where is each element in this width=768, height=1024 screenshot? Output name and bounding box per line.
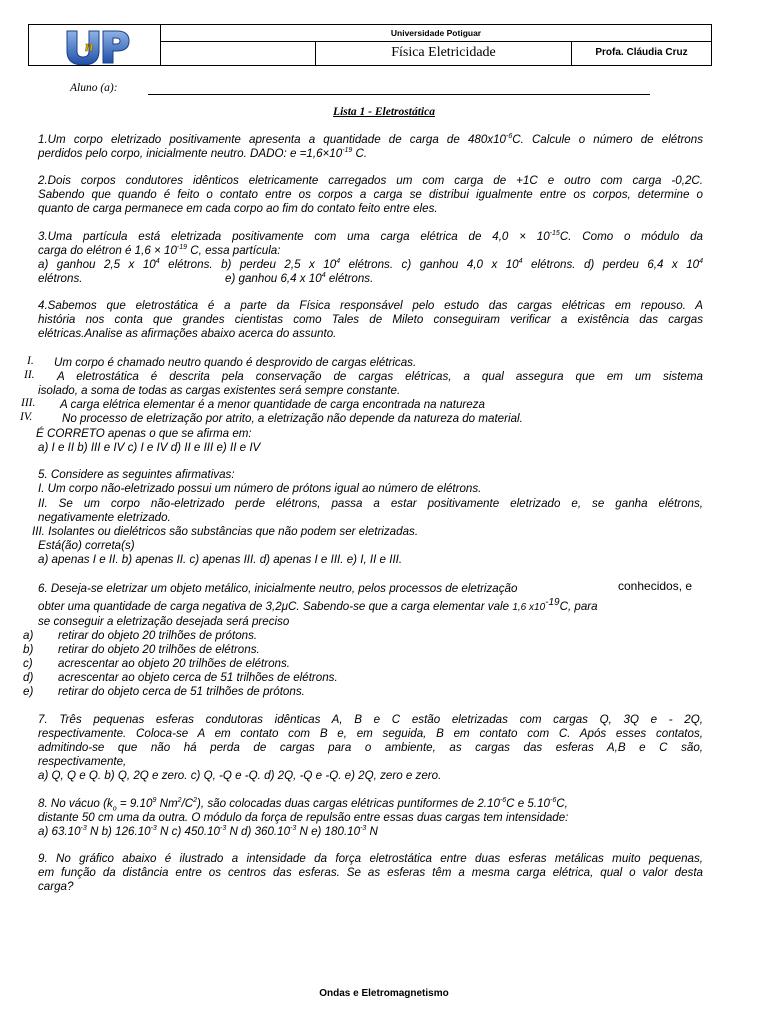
q4-item-text: A eletrostática é descrita pela conservação de cargas elétricas, a qual assegura que em um sistema: [57, 370, 703, 383]
q5-line7: a) apenas I e II. b) apenas II. c) apenas III. d) apenas I e III. e) I, II e III.: [38, 553, 403, 566]
q4-item-num: II.: [24, 369, 35, 381]
university-logo: [29, 25, 159, 65]
q9-line1: 9. No gráfico abaixo é ilustrado a intensidade da força eletrostática entre duas esferas metálicas muito pequenas,: [38, 852, 703, 865]
q7-line4: respectivamente,: [38, 755, 127, 768]
list-title: Lista 1 - Eletrostática: [333, 106, 435, 118]
q4-line2: história nos conta que grandes cientistas como Tales de Mileto conseguiram verificar a existência das cargas: [38, 313, 703, 326]
q6-option-text: retirar do objeto 20 trilhões de prótons.: [58, 629, 258, 642]
q5-line1: 5. Considere as seguintes afirmativas:: [38, 468, 235, 481]
q6-option-letter: c): [23, 657, 33, 670]
course-title: Física Eletricidade: [316, 42, 572, 65]
q6-option-letter: b): [23, 643, 34, 656]
q6-line1-end: conhecidos, e: [618, 579, 693, 593]
q6-option-text: acrescentar ao objeto 20 trilhões de elétrons.: [58, 657, 291, 670]
q5-line2: I. Um corpo não-eletrizado possui um número de prótons igual ao número de elétrons.: [38, 482, 482, 495]
q6-option-letter: e): [23, 685, 34, 698]
q7-line1: 7. Três pequenas esferas condutoras idênticas A, B e C estão eletrizadas com cargas Q, 3Q e - 2Q,: [38, 713, 703, 726]
q7-line2: respectivamente. Coloca-se A em contato com B e, em seguida, B em contato com C. Após esses contatos,: [38, 727, 703, 740]
q4-item-num: I.: [27, 355, 34, 367]
q6-option-text: retirar do objeto 20 trilhões de elétrons.: [58, 643, 260, 656]
logo-cell: [29, 25, 161, 65]
q6-option-text: acrescentar ao objeto cerca de 51 trilhões de elétrons.: [58, 671, 338, 684]
q9-line3: carga?: [38, 880, 74, 893]
page-footer: Ondas e Eletromagnetismo: [319, 988, 449, 999]
q6-line3: se conseguir a eletrização desejada será preciso: [38, 615, 290, 628]
q4-item-num: III.: [21, 397, 36, 409]
q1-line1: 1.Um corpo eletrizado positivamente apresenta a quantidade de carga de $480x10^{-6}C$. Calcule o número de elétrons: [38, 133, 704, 146]
q5-line3: II. Se um corpo não-eletrizado perde elétrons, passa a estar positivamente eletrizado e, se ganha elétrons,: [38, 497, 703, 510]
q5-line4: negativamente eletrizado.: [38, 511, 171, 524]
q3-option-e: e) ganhou 6,4 x $10^4$ elétrons.: [225, 272, 374, 285]
q4-line1: 4.Sabemos que eletrostática é a parte da Física responsável pelo estudo das cargas elétricas em repouso. A: [38, 299, 703, 312]
teacher-name: Profa. Cláudia Cruz: [595, 47, 688, 58]
q1-line2: perdidos pelo corpo, inicialmente neutro. DADO: $e =1,6\times 10^{-19}$ C.: [38, 147, 368, 160]
university-name: Universidade Potiguar: [161, 25, 711, 42]
svg-text:n: n: [85, 39, 94, 55]
q3-options-line1: a) ganhou 2,5 x $10^4$ elétrons. b) perdeu 2,5 x $10^4$ elétrons. c) ganhou 4,0 x $10^4$ elétrons. d) perdeu 6,4 x $10^4$: [38, 258, 704, 271]
q9-line2: em função da distância entre os centros das esferas. Se as esferas têm a mesma carga elétrica, qual o valor desta: [38, 866, 703, 879]
q3-options-line2: elétrons.: [38, 272, 83, 285]
q8-line1: 8. No vácuo ($k_o = 9.10^9$ $Nm^2/C^2$), são colocadas duas cargas elétricas puntiformes de $2.10^{-6}C$ e $5.10^{-6}C$,: [38, 797, 568, 813]
q7-options: a) Q, Q e Q. b) Q, 2Q e zero. c) Q, -Q e -Q. d) 2Q, -Q e -Q. e) 2Q, zero e zero.: [38, 769, 442, 782]
q4-line3: elétricas.Analise as afirmações abaixo acerca do assunto.: [38, 327, 337, 340]
q4-item-text: A carga elétrica elementar é a menor quantidade de carga encontrada na natureza: [60, 398, 485, 411]
q2-line1: 2.Dois corpos condutores idênticos eletricamente carregados um com carga de +1C e outro com carga -0,2C.: [38, 174, 703, 187]
student-name-line[interactable]: [148, 94, 650, 95]
header-empty-cell: [161, 42, 316, 65]
q4-item-text: No processo de eletrização por atrito, a eletrização não depende da natureza do material.: [62, 412, 523, 425]
q6-option-text: retirar do objeto cerca de 51 trilhões de prótons.: [58, 685, 305, 698]
q4-item-text-cont: isolado, a soma de todas as cargas existentes será sempre constante.: [38, 384, 401, 397]
q6-option-letter: d): [23, 671, 34, 684]
q4-options: a) I e II b) III e IV c) I e IV d) II e III e) II e IV: [38, 441, 261, 454]
q3-line1: 3.Uma partícula está eletrizada positivamente com uma carga elétrica de $4,0 \times 10^{-15}C$. Como o módulo da: [38, 230, 703, 243]
q3-line2: carga do elétron é $1,6 \times 10^{-19}$ C, essa partícula:: [38, 244, 281, 257]
q2-line2: Sabendo que quando é feito o contato entre os corpos a carga se distribui igualmente entre os corpos, determine o: [38, 188, 703, 201]
q5-line5: III. Isolantes ou dielétricos são substâncias que não podem ser eletrizadas.: [32, 525, 419, 538]
q6-line1: 6. Deseja-se eletrizar um objeto metálico, inicialmente neutro, pelos processos de eletrização: [38, 582, 518, 595]
q6-option-letter: a): [23, 629, 34, 642]
q6-line2: obter uma quantidade de carga negativa de 3,2μC. Sabendo-se que a carga elementar vale 1,6 $x10^{-19}C$, para: [38, 597, 598, 613]
q4-prompt: É CORRETO apenas o que se afirma em:: [36, 427, 252, 440]
header-table: [28, 24, 712, 66]
student-label: Aluno (a):: [70, 82, 118, 94]
q7-line3: admitindo-se que não há perda de cargas para o ambiente, as cargas das esferas A,B e C são,: [38, 741, 703, 754]
q8-line2: distante 50 cm uma da outra. O módulo da força de repulsão entre essas duas cargas tem intensidade:: [38, 811, 569, 824]
q2-line3: quanto de carga permanece em cada corpo ao fim do contato feito entre eles.: [38, 202, 438, 215]
q4-item-text: Um corpo é chamado neutro quando é desprovido de cargas elétricas.: [54, 356, 417, 369]
q8-options: a) $63.10^{-3}$ N b) $126.10^{-3}$ N c) $450.10^{-3}$ N d) $360.10^{-3}$ N e) $180.10^{-3}$ N: [38, 825, 378, 838]
q5-line6: Está(ão) correta(s): [38, 539, 135, 552]
q4-item-num: IV.: [20, 411, 33, 423]
